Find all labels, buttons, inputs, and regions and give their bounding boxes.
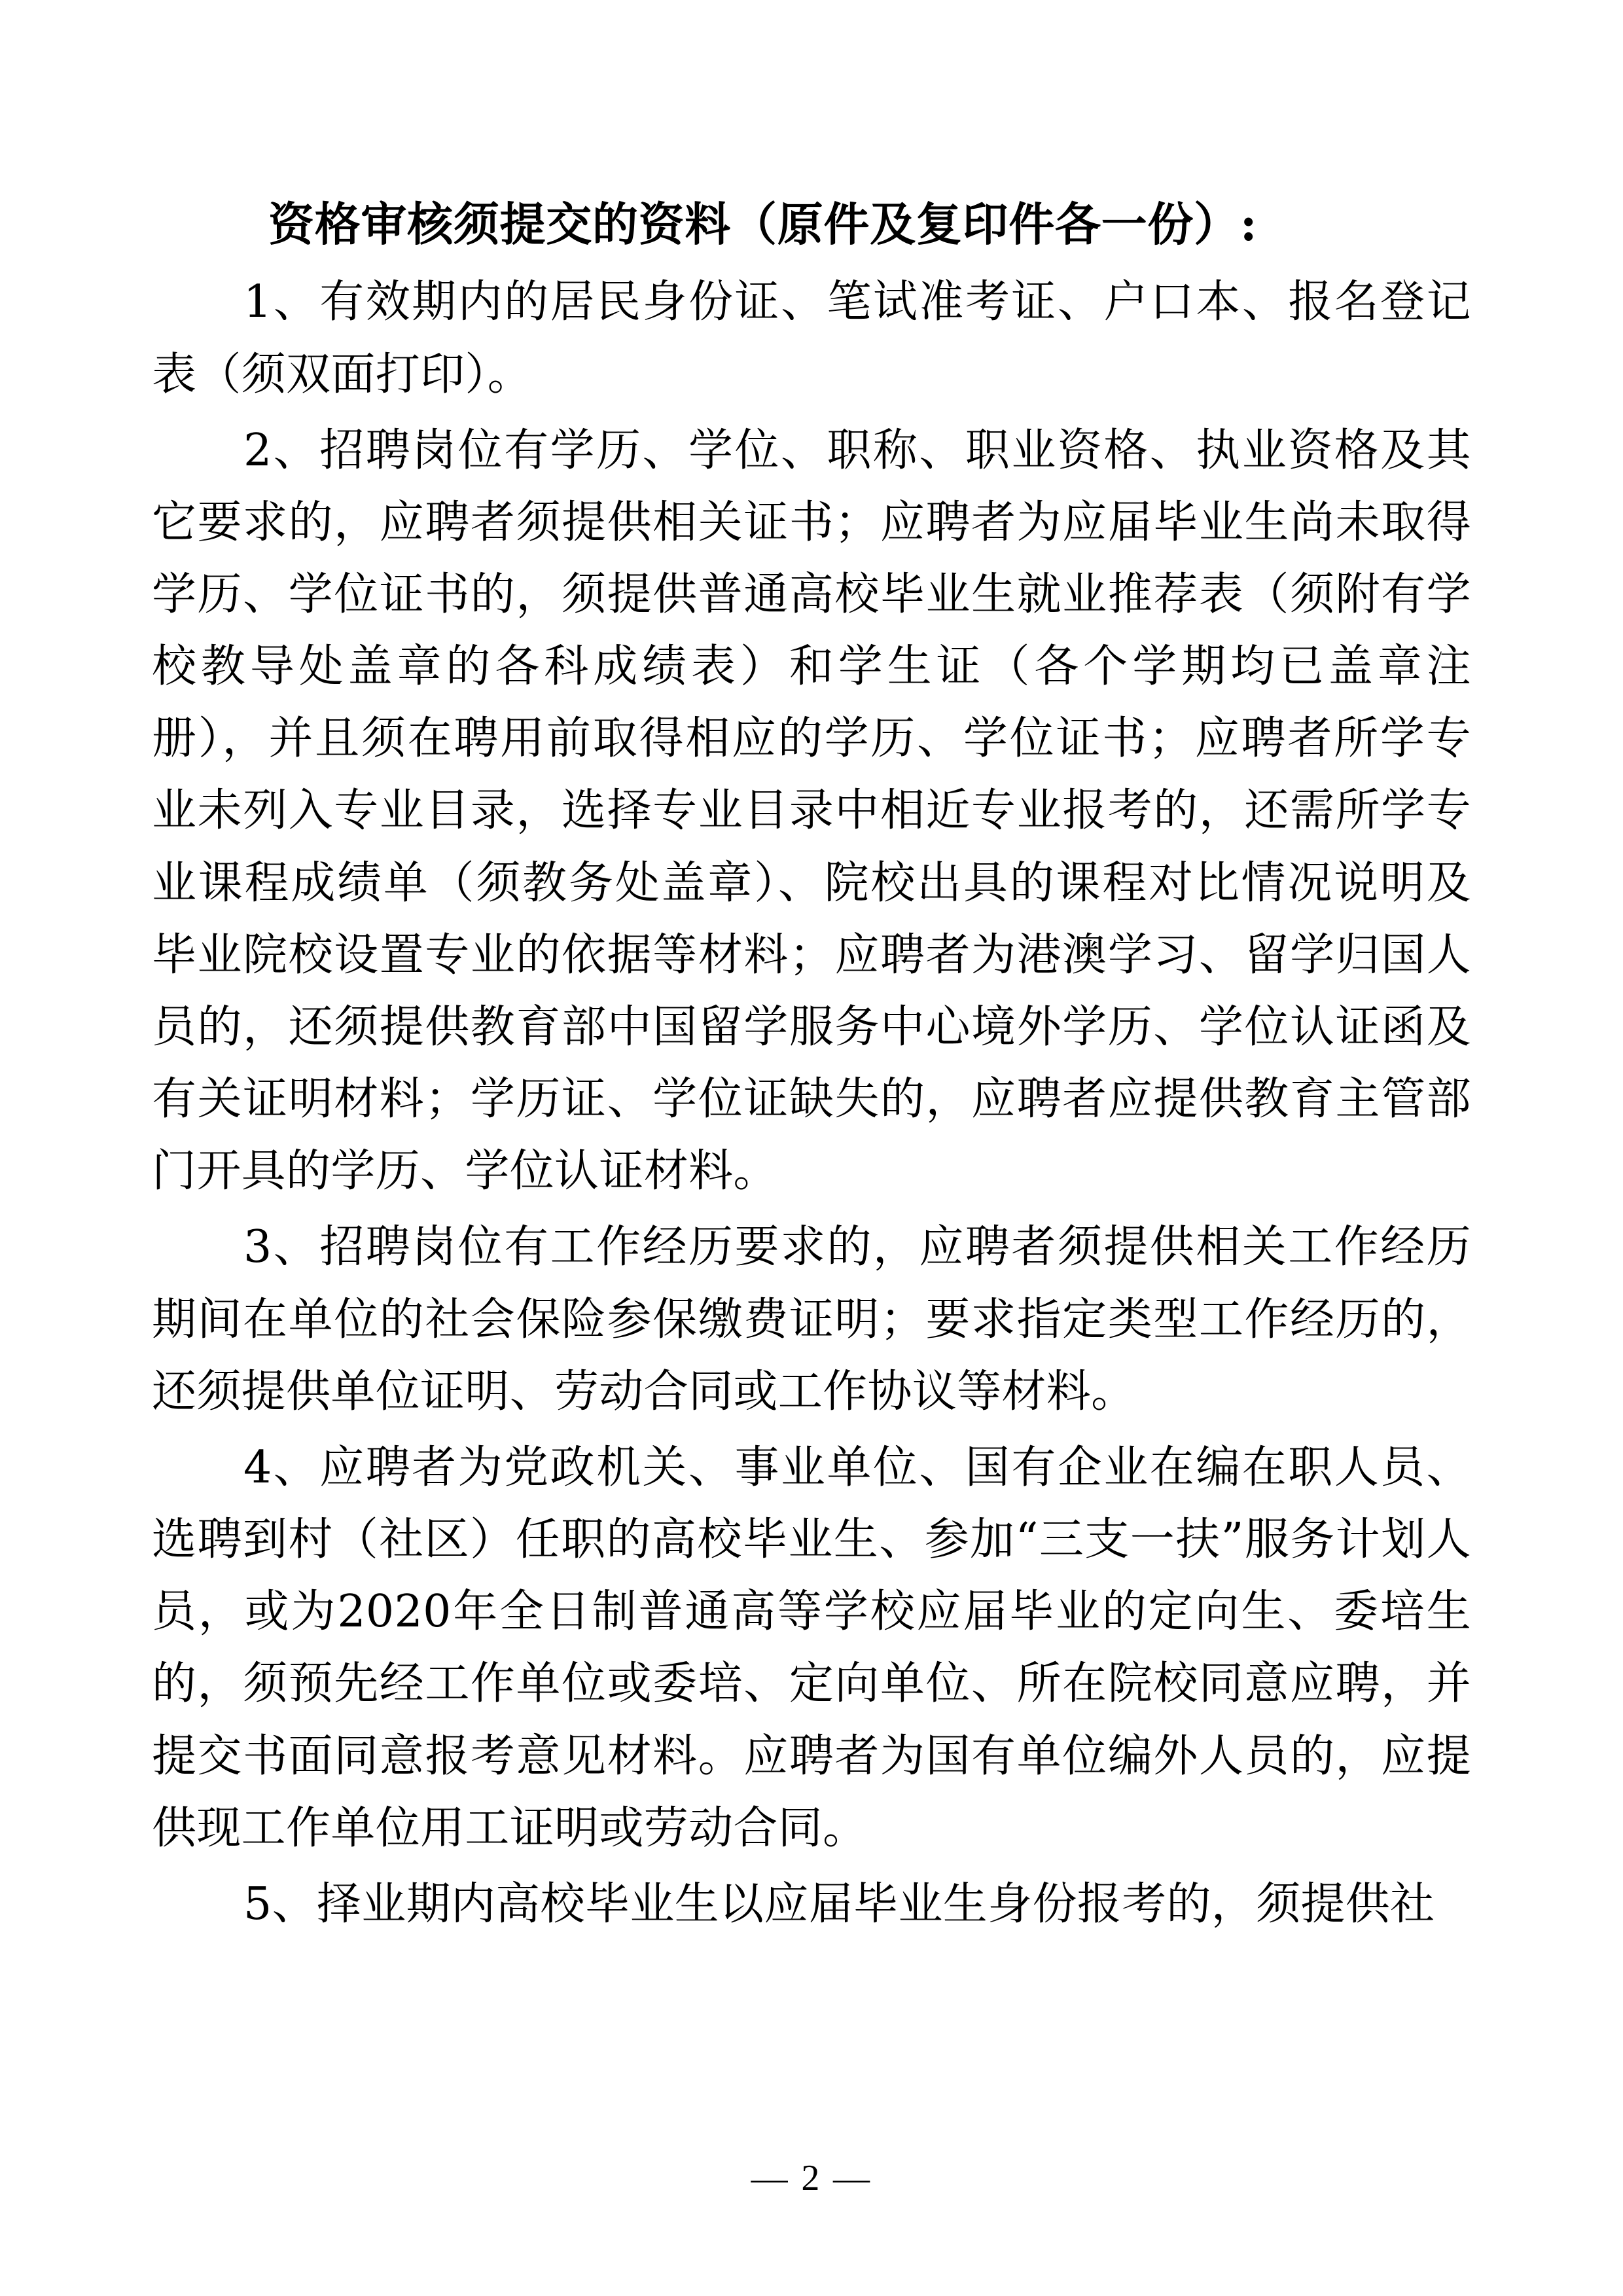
list-item-5: 5、择业期内高校毕业生以应届毕业生身份报考的，须提供社 (243, 1878, 1435, 1930)
list-item-4: 4、应聘者为党政机关、事业单位、国有企业在编在职人员、选聘到村（社区）任职的高校毕业生、参加“三支一扶”服务计划人员，或为2020年全日制普通高等学校应届毕业的定向生、委培生的，须预先经工作单位或委培、定向单位、所在院校同意应聘，并提交书面同意报考意见材料。应聘者为国有单位编外人员的，应提供现工作单位用工证明或劳动合同。 (152, 1441, 1471, 1854)
list-item-1: 1、有效期内的居民身份证、笔试准考证、户口本、报名登记表（须双面打印）。 (152, 276, 1471, 401)
list-item-3: 3、招聘岗位有工作经历要求的，应聘者须提供相关工作经历期间在单位的社会保险参保缴费证明；要求指定类型工作经历的，还须提供单位证明、劳动合同或工作协议等材料。 (152, 1221, 1471, 1418)
page-footer-number: — 2 — (751, 2158, 872, 2198)
list-item-2: 2、招聘岗位有学历、学位、职称、职业资格、执业资格及其它要求的，应聘者须提供相关证书；应聘者为应届毕业生尚未取得学历、学位证书的，须提供普通高校毕业生就业推荐表（须附有学校教导处盖章的各科成绩表）和学生证（各个学期均已盖章注册），并且须在聘用前取得相应的学历、学位证书；应聘者所学专业未列入专业目录，选择专业目录中相近专业报考的，还需所学专业课程成绩单（须教务处盖章）、院校出具的课程对比情况说明及毕业院校设置专业的依据等材料；应聘者为港澳学习、留学归国人员的，还须提供教育部中国留学服务中心境外学历、学位认证函及有关证明材料；学历证、学位证缺失的，应聘者应提供教育主管部门开具的学历、学位认证材料。 (152, 424, 1471, 1198)
page-title: 资格审核须提交的资料（原件及复印件各一份）: (268, 197, 1258, 251)
document-body (152, 196, 1471, 1941)
